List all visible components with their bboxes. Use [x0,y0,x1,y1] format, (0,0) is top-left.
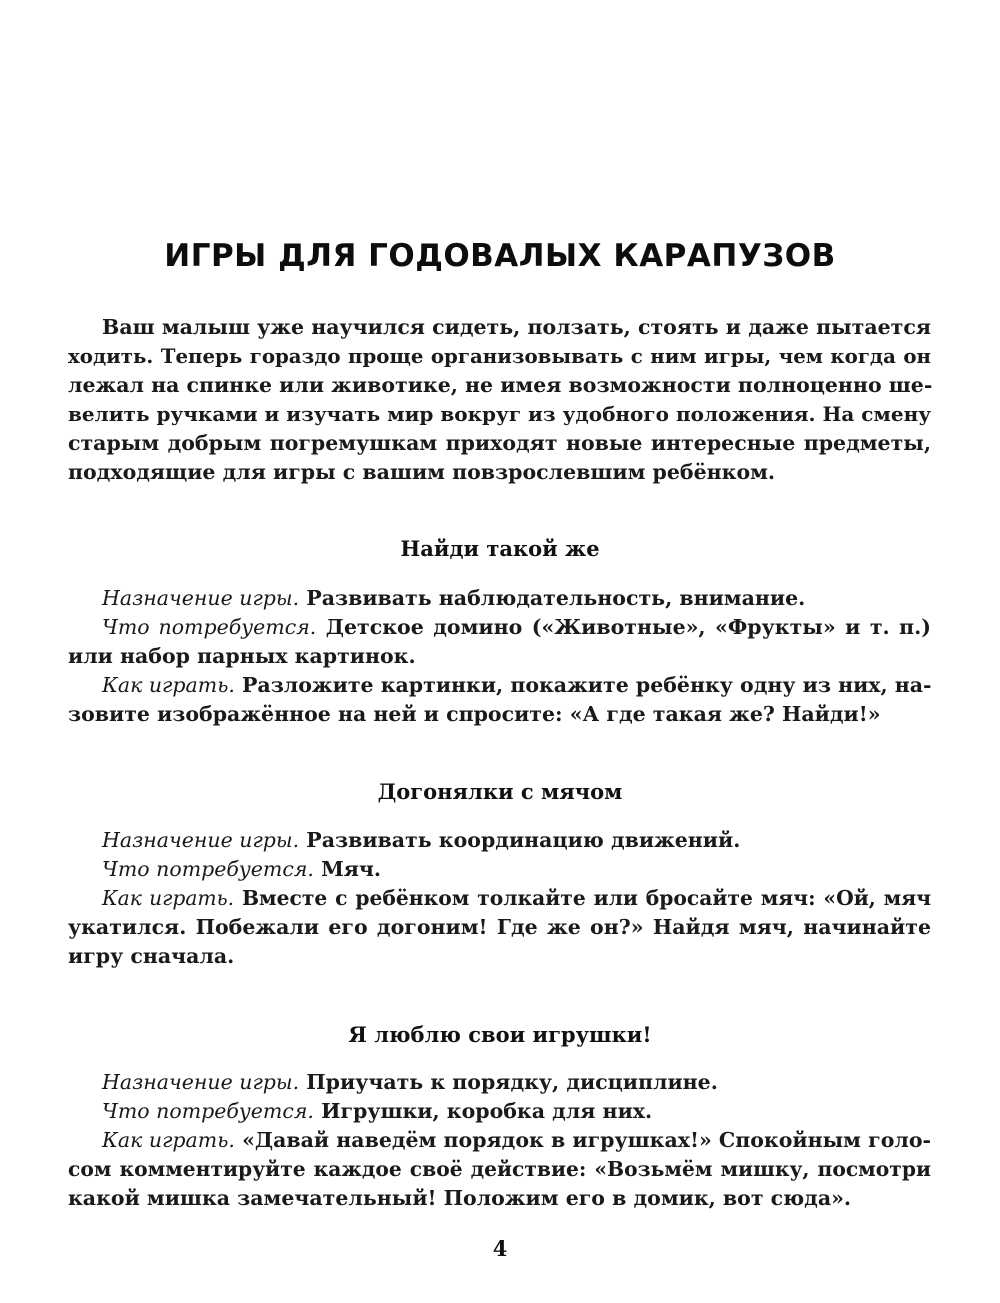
purpose-label: Назначение игры. [102,586,300,610]
needs-text: Игрушки, коробка для них. [313,1099,653,1123]
intro-line: подходящие для игры с вашим повзрослевшим ребёнком. [68,460,776,484]
intro-line: Ваш малыш уже научился сидеть, ползать, стоять и даже пытается [102,315,931,339]
intro-line: лежал на спинке или животике, не имея возможности полноценно ше- [68,373,933,397]
needs-label: Что потребуется. [102,857,314,881]
purpose-line [68,826,931,855]
needs-label: Что потребуется. [102,1099,314,1123]
how-label: Как играть. [102,886,235,910]
intro-line: ходить. Теперь гораздо проще организовывать с ним игры, чем когда он [68,344,931,368]
game-title: Догонялки с мячом [377,779,623,804]
game-block [68,1068,931,1213]
needs-label: Что потребуется. [102,615,317,639]
game-block [68,826,931,971]
how-line [68,671,931,700]
how-text: Вместе с ребёнком толкайте или бросайте мяч: «Ой, мяч [234,886,932,910]
purpose-label: Назначение игры. [102,828,300,852]
how-line: сом комментируйте каждое своё действие: «Возьмём мишку, посмотри [68,1157,931,1181]
needs-line: или набор парных картинок. [68,644,416,668]
how-line: зовите изображённое на ней и спросите: «А где такая же? Найди!» [68,702,881,726]
how-line [68,1126,931,1155]
page-number: 4 [492,1236,508,1261]
purpose-label: Назначение игры. [102,1070,300,1094]
how-line: игру сначала. [68,944,235,968]
purpose-text: Развивать координацию движений. [299,828,741,852]
how-text: Разложите картинки, покажите ребёнку одну из них, на- [234,673,932,697]
purpose-line [68,584,931,613]
purpose-text: Развивать наблюдательность, внимание. [299,586,806,610]
how-text: «Давай наведём порядок в игрушках!» Спокойным голо- [234,1128,931,1152]
game-title: Найди такой же [400,536,600,561]
needs-text: Мяч. [313,857,382,881]
needs-line [68,855,931,884]
purpose-line [68,1068,931,1097]
game-block [68,584,931,729]
intro-line: старым добрым погремушкам приходят новые интересные предметы, [68,431,931,455]
how-line: какой мишка замечательный! Положим его в домик, вот сюда». [68,1186,852,1210]
purpose-text: Приучать к порядку, дисциплине. [299,1070,718,1094]
needs-line [68,613,931,642]
how-line: укатился. Побежали его догоним! Где же он?» Найдя мяч, начинайте [68,915,931,939]
game-title: Я люблю свои игрушки! [348,1022,652,1047]
page-title: ИГРЫ ДЛЯ ГОДОВАЛЫХ КАРАПУЗОВ [164,238,836,274]
how-label: Как играть. [102,1128,235,1152]
intro-paragraph [68,313,931,487]
how-label: Как играть. [102,673,235,697]
needs-line [68,1097,931,1126]
how-line [68,884,931,913]
intro-line: велить ручками и изучать мир вокруг из удобного положения. На смену [68,402,932,426]
needs-text: Детское домино («Животные», «Фрукты» и т. п.) [316,615,931,639]
